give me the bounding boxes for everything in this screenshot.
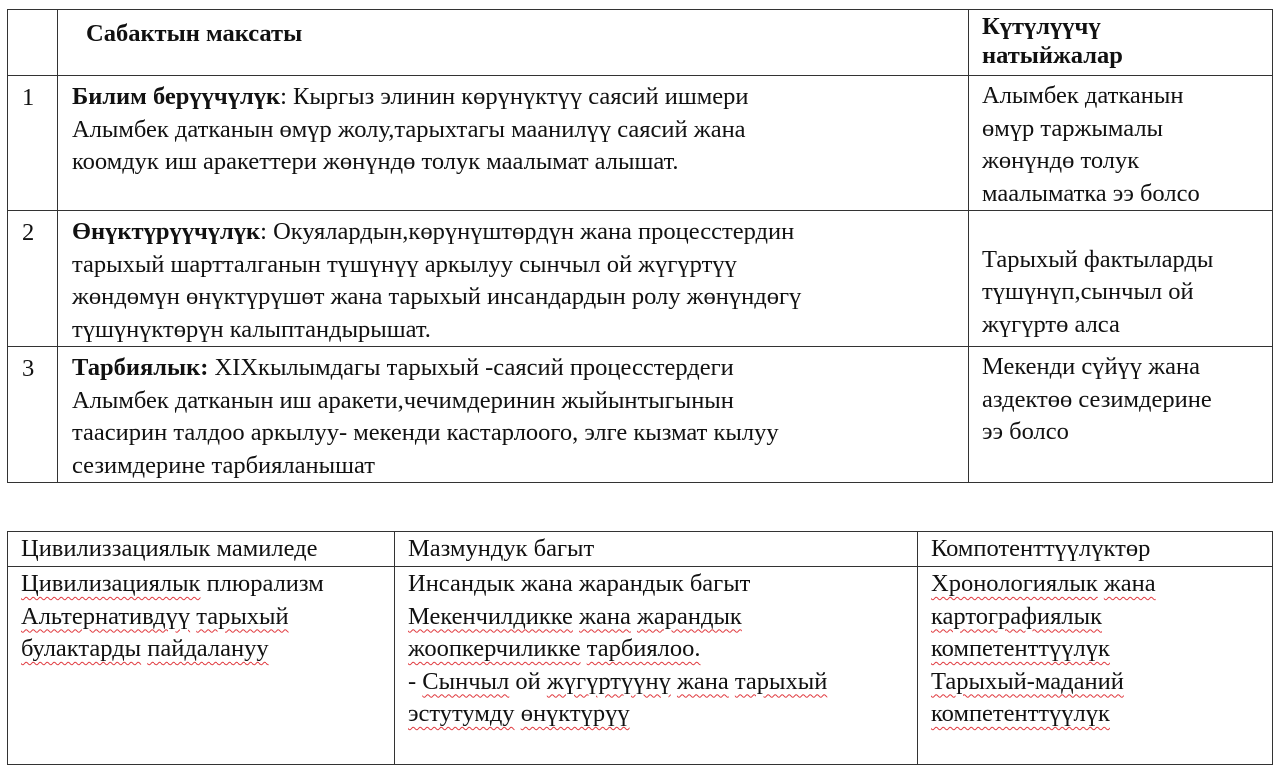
text-segment: плюрализм [200, 570, 324, 597]
goal-label: Тарбиялык: [72, 354, 209, 381]
row-number: 1 [8, 76, 58, 211]
result-cell [969, 211, 1273, 347]
text-segment: - [408, 667, 423, 695]
result-line: түшүнүп,сынчыл ой [982, 278, 1194, 306]
table-row [8, 567, 1273, 765]
cell-line [931, 666, 1266, 699]
goal-line: тарыхый шартталганын түшүнүү аркылуу сынчыл ой жүгүртүү [72, 250, 737, 278]
misspelled-word: эстутумду [408, 700, 515, 727]
goal-cell [58, 211, 969, 347]
table-row [8, 347, 1273, 483]
goal-label-suffix: : [280, 83, 287, 110]
header-content-direction: Мазмундук багыт [395, 532, 918, 567]
goal-label: Билим берүүчүлүк [72, 83, 281, 110]
cell-line [931, 568, 1266, 601]
result-line: өмүр таржымалы [982, 114, 1164, 142]
header-competencies: Компотенттүүлүктөр [918, 532, 1273, 567]
row-number: 3 [8, 347, 58, 483]
goal-line: Алымбек датканын иш аракети,чечимдеринин жыйынтыгынын [72, 386, 734, 414]
misspelled-word: жүгүртүүнү [546, 667, 671, 695]
header-goal-cell: Сабактын максаты [58, 10, 969, 76]
goal-text: Окуялардын,көрүнүштөрдүн жана процесстердин [266, 218, 795, 245]
approaches-header-row [8, 532, 1273, 567]
cell-line [408, 568, 911, 601]
misspelled-word: жоопкерчиликке [408, 635, 581, 662]
approaches-table [7, 531, 1273, 765]
cell-line [408, 633, 911, 666]
misspelled-word: Сынчыл [422, 667, 510, 695]
misspelled-word: Тарыхый-маданий [931, 667, 1124, 695]
goal-line: коомдук иш аракеттери жөнүндө толук маалымат алышат. [72, 148, 679, 175]
goal-line: Алымбек датканын өмүр жолу,тарыхтагы маанилүү саясий жана [72, 115, 746, 143]
row-number: 2 [8, 211, 58, 347]
goal-line [72, 81, 958, 114]
result-line: жөнүндө толук [982, 147, 1140, 174]
misspelled-word: Альтернативдүү [21, 602, 191, 630]
goal-line: таасирин талдоо аркылуу- мекенди кастарлоого, элге кызмат кылуу [72, 419, 779, 446]
cell-line [931, 698, 1266, 731]
misspelled-word: пайдалануу [147, 635, 269, 662]
misspelled-word: Цивилизациялык [21, 570, 201, 597]
cell-line [408, 666, 911, 699]
content-direction-cell [395, 567, 918, 765]
cell-line [931, 633, 1266, 666]
cell-line [21, 633, 388, 666]
goal-label-suffix: : [260, 218, 267, 245]
goal-line [72, 216, 958, 249]
cell-line [21, 568, 388, 601]
result-line: Алымбек датканын [982, 82, 1184, 109]
result-line: Тарыхый фактыларды [982, 245, 1214, 273]
misspelled-word: Хронологиялык [931, 570, 1098, 597]
misspelled-word: компетенттүүлүк [931, 635, 1110, 662]
misspelled-word: жана [676, 667, 729, 695]
goal-line: жөндөмүн өнүктүрүшөт жана тарыхый инсандардын ролу жөнүндөгү [72, 283, 802, 310]
objectives-header-row [8, 10, 1273, 76]
goal-label: Өнүктүрүүчүлүк [72, 218, 261, 245]
result-cell [969, 347, 1273, 483]
misspelled-word: картографиялык [931, 602, 1102, 630]
cell-line [21, 601, 388, 634]
result-line: жүгүртө алса [982, 310, 1120, 338]
result-line: Мекенди сүйүү жана [982, 353, 1200, 380]
misspelled-word: Мекенчилдикке [408, 602, 573, 630]
result-line: ээ болсо [982, 418, 1069, 445]
goal-cell [58, 76, 969, 211]
cell-line [408, 601, 911, 634]
text-segment: Инсандык жана жарандык багыт [408, 570, 751, 597]
table-row [8, 76, 1273, 211]
result-cell [969, 76, 1273, 211]
header-civilizational-approach: Цивилиззациялык мамиледе [8, 532, 395, 567]
header-results-line: Күтүлүүчү [982, 13, 1101, 40]
civilizational-approach-cell [8, 567, 395, 765]
lesson-objectives-table [7, 9, 1273, 483]
misspelled-word: тарыхый [196, 602, 289, 630]
misspelled-word: компетенттүүлүк [931, 700, 1110, 727]
result-line: маалыматка ээ болсо [982, 179, 1200, 207]
header-results-line: натыйжалар [982, 42, 1123, 69]
misspelled-word: булактарды [21, 635, 142, 662]
header-number-cell [8, 10, 58, 76]
goal-cell [58, 347, 969, 483]
goal-line: түшүнүктөрүн калыптандырышат. [72, 315, 431, 343]
text-segment: ой [509, 667, 547, 695]
misspelled-word: өнүктүрүү [520, 700, 630, 727]
cell-line [408, 698, 911, 731]
misspelled-word: тарыхый [734, 667, 828, 695]
table-row [8, 211, 1273, 347]
header-results-cell [969, 10, 1273, 76]
cell-line [931, 601, 1266, 634]
goal-text: XIXкылымдагы тарыхый -саясий процесстердеги [208, 354, 734, 381]
misspelled-word: жана [1103, 570, 1156, 597]
misspelled-word: жана [579, 602, 631, 630]
misspelled-word: жарандык [636, 602, 742, 630]
result-line: аздектөө сезимдерине [982, 385, 1212, 413]
goal-line: сезимдерине тарбияланышат [72, 451, 375, 479]
goal-text: Кыргыз элинин көрүнүктүү саясий ишмери [286, 83, 749, 110]
competencies-cell [918, 567, 1273, 765]
misspelled-word: тарбиялоо. [586, 635, 701, 662]
goal-line [72, 352, 958, 385]
